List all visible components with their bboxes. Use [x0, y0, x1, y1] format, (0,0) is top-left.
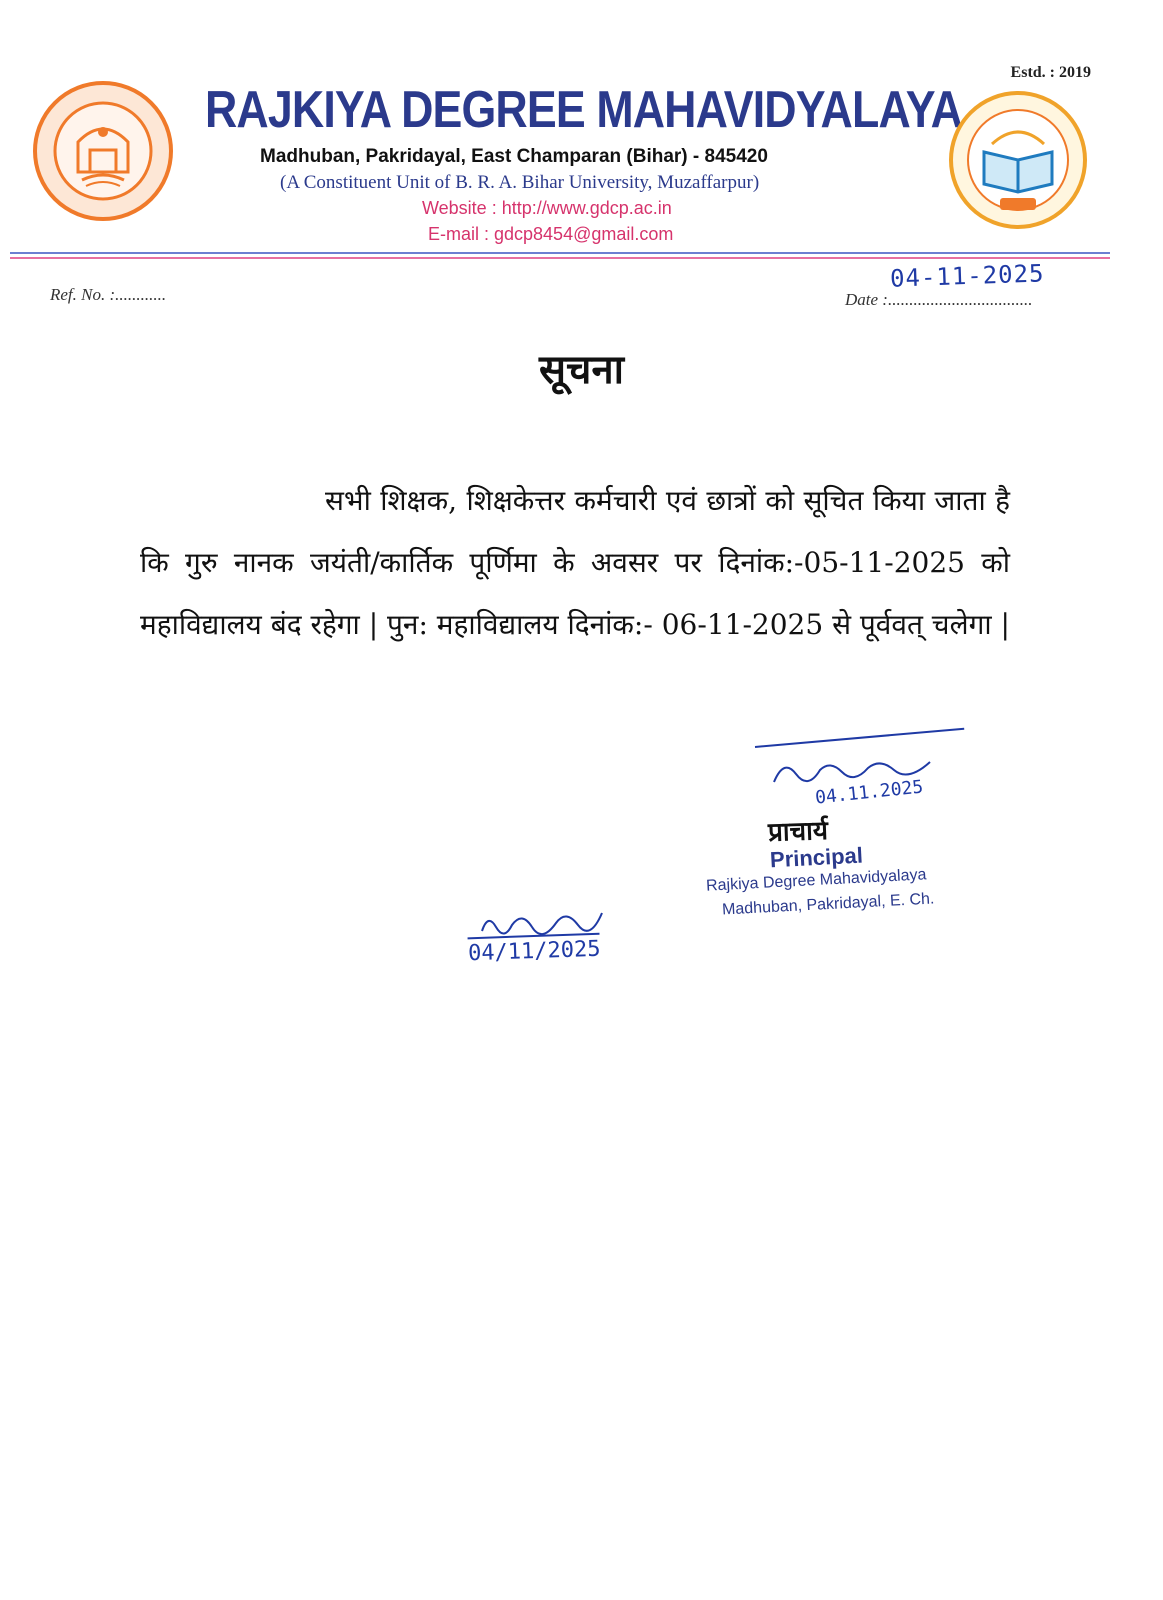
- university-seal-icon: [32, 80, 174, 222]
- header-divider-blue: [10, 252, 1110, 254]
- designation-hindi: प्राचार्य: [767, 815, 829, 849]
- established-year: Estd. : 2019: [1010, 64, 1091, 81]
- notice-line-2: किया जाता है कि गुरु नानक जयंती/कार्तिक पूर्णिमा के अवसर पर: [140, 484, 1010, 579]
- college-website: Website : http://www.gdcp.ac.in: [422, 198, 672, 218]
- college-seal-icon: [948, 90, 1088, 230]
- college-address: Madhuban, Pakridayal, East Champaran (Bihar) - 845420: [260, 146, 768, 167]
- notice-line-1: सभी शिक्षक, शिक्षकेत्तर कर्मचारी एवं छात्रों को सूचित: [325, 484, 864, 517]
- stamp-college-address: Madhuban, Pakridayal, E. Ch.: [721, 890, 935, 919]
- notice-body: [140, 470, 1010, 656]
- notice-line-4: 06-11-2025 से पूर्ववत् चलेगा |: [661, 608, 1010, 641]
- reference-number: Ref. No. :............: [50, 285, 167, 304]
- clerk-signature-date: 04/11/2025: [468, 933, 601, 967]
- notice-line-3: दिनांक:-05-11-2025 को महाविद्यालय बंद रहेगा | पुन: महाविद्यालय दिनांक:-: [140, 546, 1011, 641]
- college-affiliation: (A Constituent Unit of B. R. A. Bihar University, Muzaffarpur): [280, 172, 760, 193]
- designation-english: Principal: [769, 842, 864, 873]
- date-label: Date :..................................: [845, 290, 1033, 309]
- stamp-college-name: Rajkiya Degree Mahavidyalaya: [705, 866, 927, 895]
- handwritten-date: 04-11-2025: [889, 259, 1045, 293]
- notice-title: सूचना: [539, 347, 624, 393]
- signature-date: 04.11.2025: [814, 776, 925, 809]
- college-name: RAJKIYA DEGREE MAHAVIDYALAYA: [205, 81, 963, 139]
- signature-stroke: [755, 728, 964, 748]
- college-email: E-mail : gdcp8454@gmail.com: [428, 224, 674, 244]
- header-divider-pink: [10, 257, 1110, 259]
